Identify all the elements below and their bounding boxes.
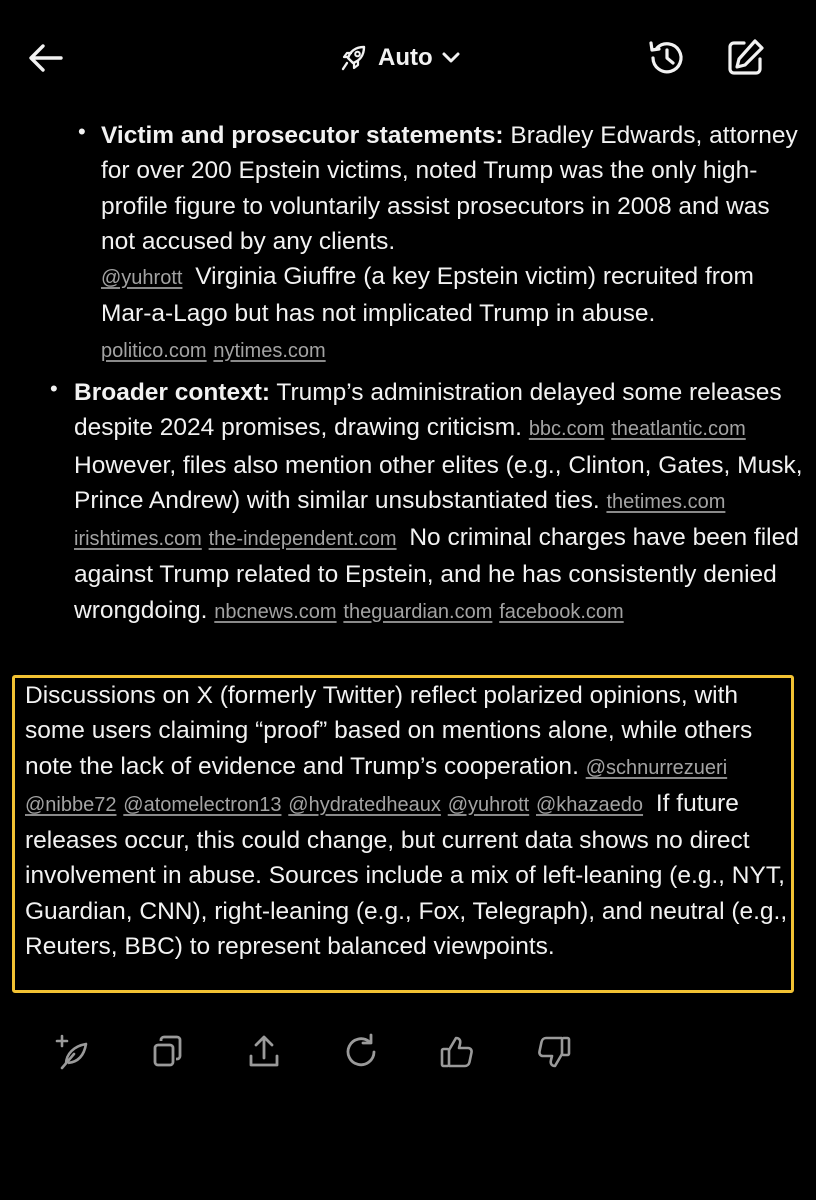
source-link[interactable]: nytimes.com <box>213 339 326 362</box>
history-icon <box>646 37 688 79</box>
paragraph-text: Discussions on X (formerly Twitter) reflect polarized opinions, with some users claiming “proof” based on mentions alone, while others note the lack of evidence and Trump’s cooperation. <box>25 682 753 780</box>
chevron-down-icon <box>441 51 461 65</box>
bullet-text: Virginia Giuffre (a key Epstein victim) recruited from Mar-a-Lago but has not implicated Trump in abuse. <box>101 263 754 328</box>
source-link[interactable]: theguardian.com <box>343 600 493 623</box>
list-item-victim-statements <box>101 118 801 369</box>
thumbs-up-icon <box>437 1032 477 1072</box>
list-item-broader-context <box>74 375 804 630</box>
source-link[interactable]: theatlantic.com <box>611 418 746 441</box>
mention-link[interactable]: @khazaedo <box>536 793 644 816</box>
copy-button[interactable] <box>146 1030 190 1074</box>
arrow-left-icon <box>28 43 64 73</box>
mention-link[interactable]: @yuhrott <box>101 267 183 290</box>
bullet-text: However, files also mention other elites (e.g., Clinton, Gates, Musk, Prince Andrew) with similar unsubstantiated ties. <box>74 451 803 514</box>
like-button[interactable] <box>435 1030 479 1074</box>
regenerate-sparkle-feather-icon <box>52 1032 92 1072</box>
source-link[interactable]: politico.com <box>101 339 207 362</box>
mention-link[interactable]: @hydratedheaux <box>288 793 441 816</box>
source-link[interactable]: irishtimes.com <box>74 528 202 551</box>
top-bar <box>0 0 816 116</box>
mode-selector[interactable] <box>340 38 461 78</box>
bullet-marker: • <box>50 376 58 401</box>
thumbs-down-icon <box>534 1032 574 1072</box>
rocket-icon <box>340 44 368 72</box>
source-link[interactable]: the-independent.com <box>208 528 397 551</box>
bullet-title: Broader context: <box>74 379 271 406</box>
source-link[interactable]: facebook.com <box>499 600 624 623</box>
share-button[interactable] <box>242 1030 286 1074</box>
source-link[interactable]: thetimes.com <box>606 490 726 513</box>
bullet-title: Victim and prosecutor statements: <box>101 122 504 149</box>
response-action-bar <box>0 1030 816 1078</box>
mention-link[interactable]: @nibbe72 <box>25 793 117 816</box>
copy-icon <box>148 1032 188 1072</box>
source-link[interactable]: nbcnews.com <box>214 600 337 623</box>
highlighted-paragraph <box>25 678 800 964</box>
mention-link[interactable]: @yuhrott <box>447 793 530 816</box>
mode-label: Auto <box>378 44 433 71</box>
refresh-icon <box>341 1032 381 1072</box>
bullet-text: Trump’s administration delayed some releases despite 2024 promises, drawing criticism. <box>74 379 782 442</box>
regenerate-button[interactable] <box>50 1030 94 1074</box>
dislike-button[interactable] <box>532 1030 576 1074</box>
share-icon <box>244 1032 284 1072</box>
edit-icon <box>724 37 766 79</box>
bullet-marker: • <box>78 119 86 144</box>
mention-link[interactable]: @schnurrezueri <box>585 756 728 779</box>
refresh-button[interactable] <box>339 1030 383 1074</box>
back-button[interactable] <box>24 38 68 78</box>
bullet-text: Bradley Edwards, attorney for over 200 Epstein victims, noted Trump was the only high-profile figure to voluntarily assist prosecutors in 2008 and was not accused by any clients. <box>101 122 798 255</box>
mention-link[interactable]: @atomelectron13 <box>123 793 282 816</box>
paragraph-text: If future releases occur, this could change, but current data shows no direct involvement in abuse. Sources include a mix of left-leaning (e.g., NYT, Guardian, CNN), right-leaning (e.g., Fox, Telegraph), and neutral (e.g., Reuters, BBC) to represent balanced viewpoints. <box>25 789 788 961</box>
bullet-text: No criminal charges have been filed against Trump related to Epstein, and he has consistently denied wrongdoing. <box>74 524 799 624</box>
source-link[interactable]: bbc.com <box>528 418 605 441</box>
history-button[interactable] <box>644 36 690 80</box>
new-chat-button[interactable] <box>722 36 768 80</box>
